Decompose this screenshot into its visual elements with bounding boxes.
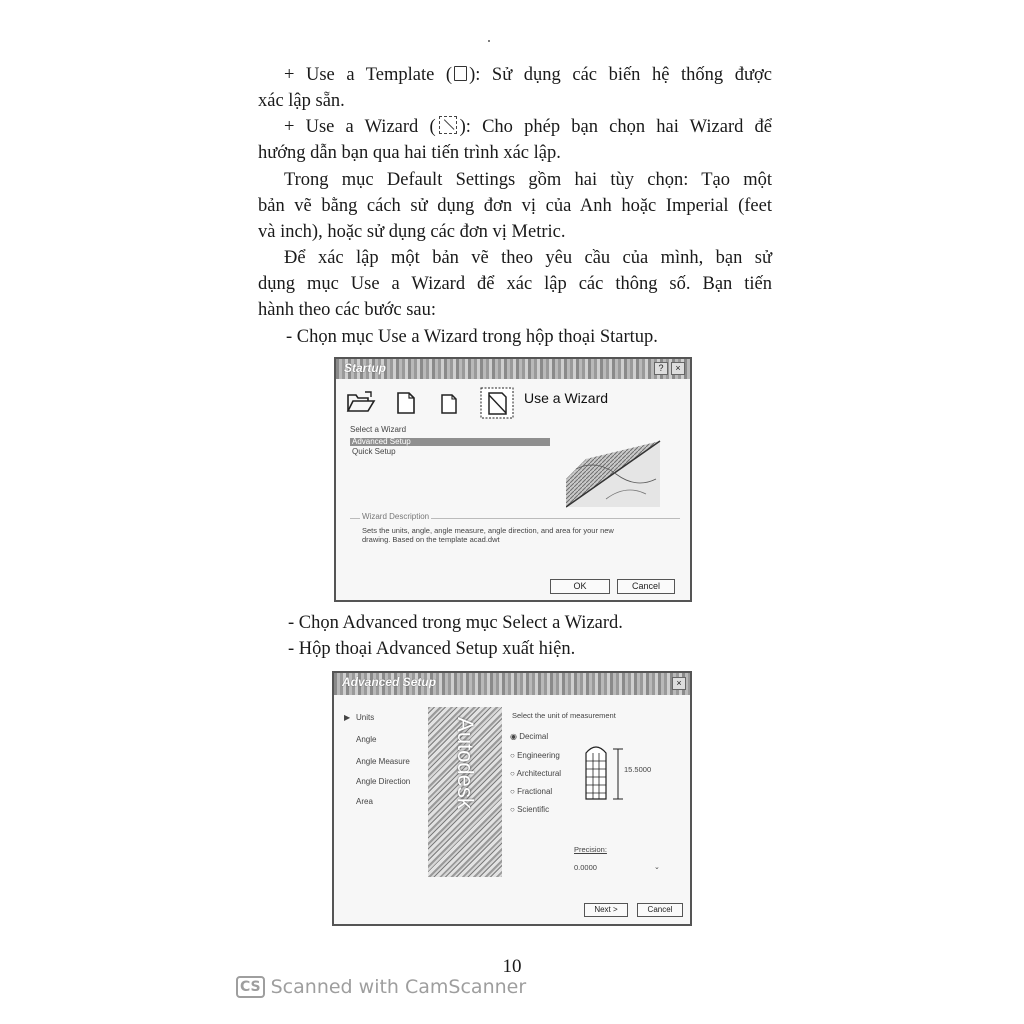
close-button[interactable]: × bbox=[671, 362, 685, 375]
camscanner-logo-icon: CS bbox=[236, 976, 265, 998]
text-line: hướng dẫn bạn qua hai tiến trình xác lập. bbox=[258, 143, 561, 163]
camscanner-watermark bbox=[236, 976, 526, 998]
step-2-text: - Chọn Advanced trong mục Select a Wizard. bbox=[288, 613, 623, 633]
text-line: bản vẽ bằng cách sử dụng đơn vị của Anh hoặc Imperial (feet bbox=[258, 196, 772, 216]
use-template-icon[interactable] bbox=[440, 393, 458, 415]
help-button[interactable]: ? bbox=[654, 362, 668, 375]
open-drawing-icon[interactable] bbox=[346, 389, 376, 415]
autodesk-brand-panel bbox=[428, 707, 502, 877]
startup-title: Startup bbox=[344, 361, 386, 375]
radio-label: Fractional bbox=[517, 787, 553, 796]
sample-dimension-value: 15.5000 bbox=[624, 765, 652, 774]
wizard-icon bbox=[439, 116, 457, 134]
advanced-title: Advanced Setup bbox=[342, 675, 437, 689]
radio-scientific[interactable]: ○ Scientific bbox=[510, 805, 550, 814]
advanced-title-bar bbox=[334, 673, 690, 695]
wizard-description-line: drawing. Based on the template acad.dwt bbox=[362, 535, 500, 544]
radio-label: Architectural bbox=[516, 769, 562, 778]
text-line: Trong mục Default Settings gồm hai tùy chọn: Tạo một bbox=[284, 170, 772, 190]
wizard-preview-image bbox=[566, 439, 662, 509]
select-wizard-label: Select a Wizard bbox=[350, 425, 407, 434]
startup-title-bar bbox=[336, 359, 690, 379]
radio-architectural[interactable]: ○ Architectural bbox=[510, 769, 562, 778]
text-line: và inch), hoặc sử dụng các đơn vị Metric. bbox=[258, 222, 566, 242]
ok-button[interactable]: OK bbox=[550, 579, 610, 594]
paragraph-default-settings bbox=[258, 167, 772, 245]
wizard-heading: Use a Wizard bbox=[524, 390, 609, 406]
radio-label: Engineering bbox=[517, 751, 560, 760]
paragraph-use-wizard bbox=[258, 114, 772, 166]
step-angle[interactable]: Angle bbox=[356, 735, 377, 744]
startup-dialog bbox=[334, 357, 692, 602]
paragraph-use-template bbox=[258, 62, 772, 114]
text-line: + Use a Wizard ( ): Cho phép bạn chọn hai Wizard để bbox=[284, 117, 773, 137]
text-line: dụng mục Use a Wizard để xác lập các thông số. Bạn tiến bbox=[258, 274, 772, 294]
paragraph-setup-steps bbox=[258, 245, 772, 323]
template-icon bbox=[454, 66, 467, 81]
radio-fractional[interactable]: ○ Fractional bbox=[510, 787, 553, 796]
text-line: Để xác lập một bản vẽ theo yêu cầu của mình, bạn sử bbox=[284, 248, 772, 268]
next-button[interactable]: Next > bbox=[584, 903, 628, 917]
radio-label: Scientific bbox=[517, 805, 550, 814]
unit-measurement-label: Select the unit of measurement bbox=[512, 711, 616, 720]
step-2 bbox=[258, 610, 772, 636]
precision-label: Precision: bbox=[574, 845, 607, 854]
list-item-quick-setup[interactable]: Quick Setup bbox=[352, 447, 396, 456]
page-number: 10 bbox=[502, 956, 522, 977]
precision-select[interactable] bbox=[572, 862, 662, 874]
step-angle-measure[interactable]: Angle Measure bbox=[356, 757, 410, 766]
scan-speck bbox=[488, 40, 490, 42]
start-from-scratch-icon[interactable] bbox=[396, 391, 416, 415]
current-step-arrow-icon: ▶ bbox=[344, 713, 351, 722]
list-item-label: Advanced Setup bbox=[352, 437, 411, 446]
step-1 bbox=[258, 324, 772, 350]
step-3-text: - Hộp thoại Advanced Setup xuất hiện. bbox=[288, 639, 576, 659]
step-angle-direction[interactable]: Angle Direction bbox=[356, 777, 411, 786]
advanced-setup-dialog bbox=[332, 671, 692, 926]
text-line: + Use a Template ( ): Sử dụng các biến hệ thống được bbox=[284, 65, 772, 85]
step-units[interactable]: Units bbox=[356, 713, 375, 722]
precision-value: 0.0000 bbox=[574, 863, 597, 872]
radio-label: Decimal bbox=[519, 732, 549, 741]
autodesk-logo-text: Autodesk bbox=[453, 717, 478, 809]
radio-engineering[interactable]: ○ Engineering bbox=[510, 751, 560, 760]
text-line: xác lập sẵn. bbox=[258, 91, 345, 111]
step-area[interactable]: Area bbox=[356, 797, 373, 806]
cancel-button[interactable]: Cancel bbox=[637, 903, 683, 917]
camscanner-text: Scanned with CamScanner bbox=[270, 976, 527, 998]
step-1-text: - Chọn mục Use a Wizard trong hộp thoại Startup. bbox=[286, 327, 658, 347]
list-item-advanced-setup[interactable] bbox=[350, 438, 550, 446]
radio-decimal[interactable]: ◉ Decimal bbox=[510, 732, 549, 741]
step-3 bbox=[258, 636, 772, 662]
use-wizard-icon[interactable] bbox=[480, 387, 514, 419]
cancel-button[interactable]: Cancel bbox=[617, 579, 675, 594]
chevron-down-icon: ⌄ bbox=[654, 864, 660, 871]
wizard-description-label: Wizard Description bbox=[362, 512, 430, 521]
close-button[interactable]: × bbox=[672, 677, 686, 690]
text-line: hành theo các bước sau: bbox=[258, 300, 437, 320]
wizard-description-line: Sets the units, angle, angle measure, angle direction, and area for your new bbox=[362, 526, 614, 535]
